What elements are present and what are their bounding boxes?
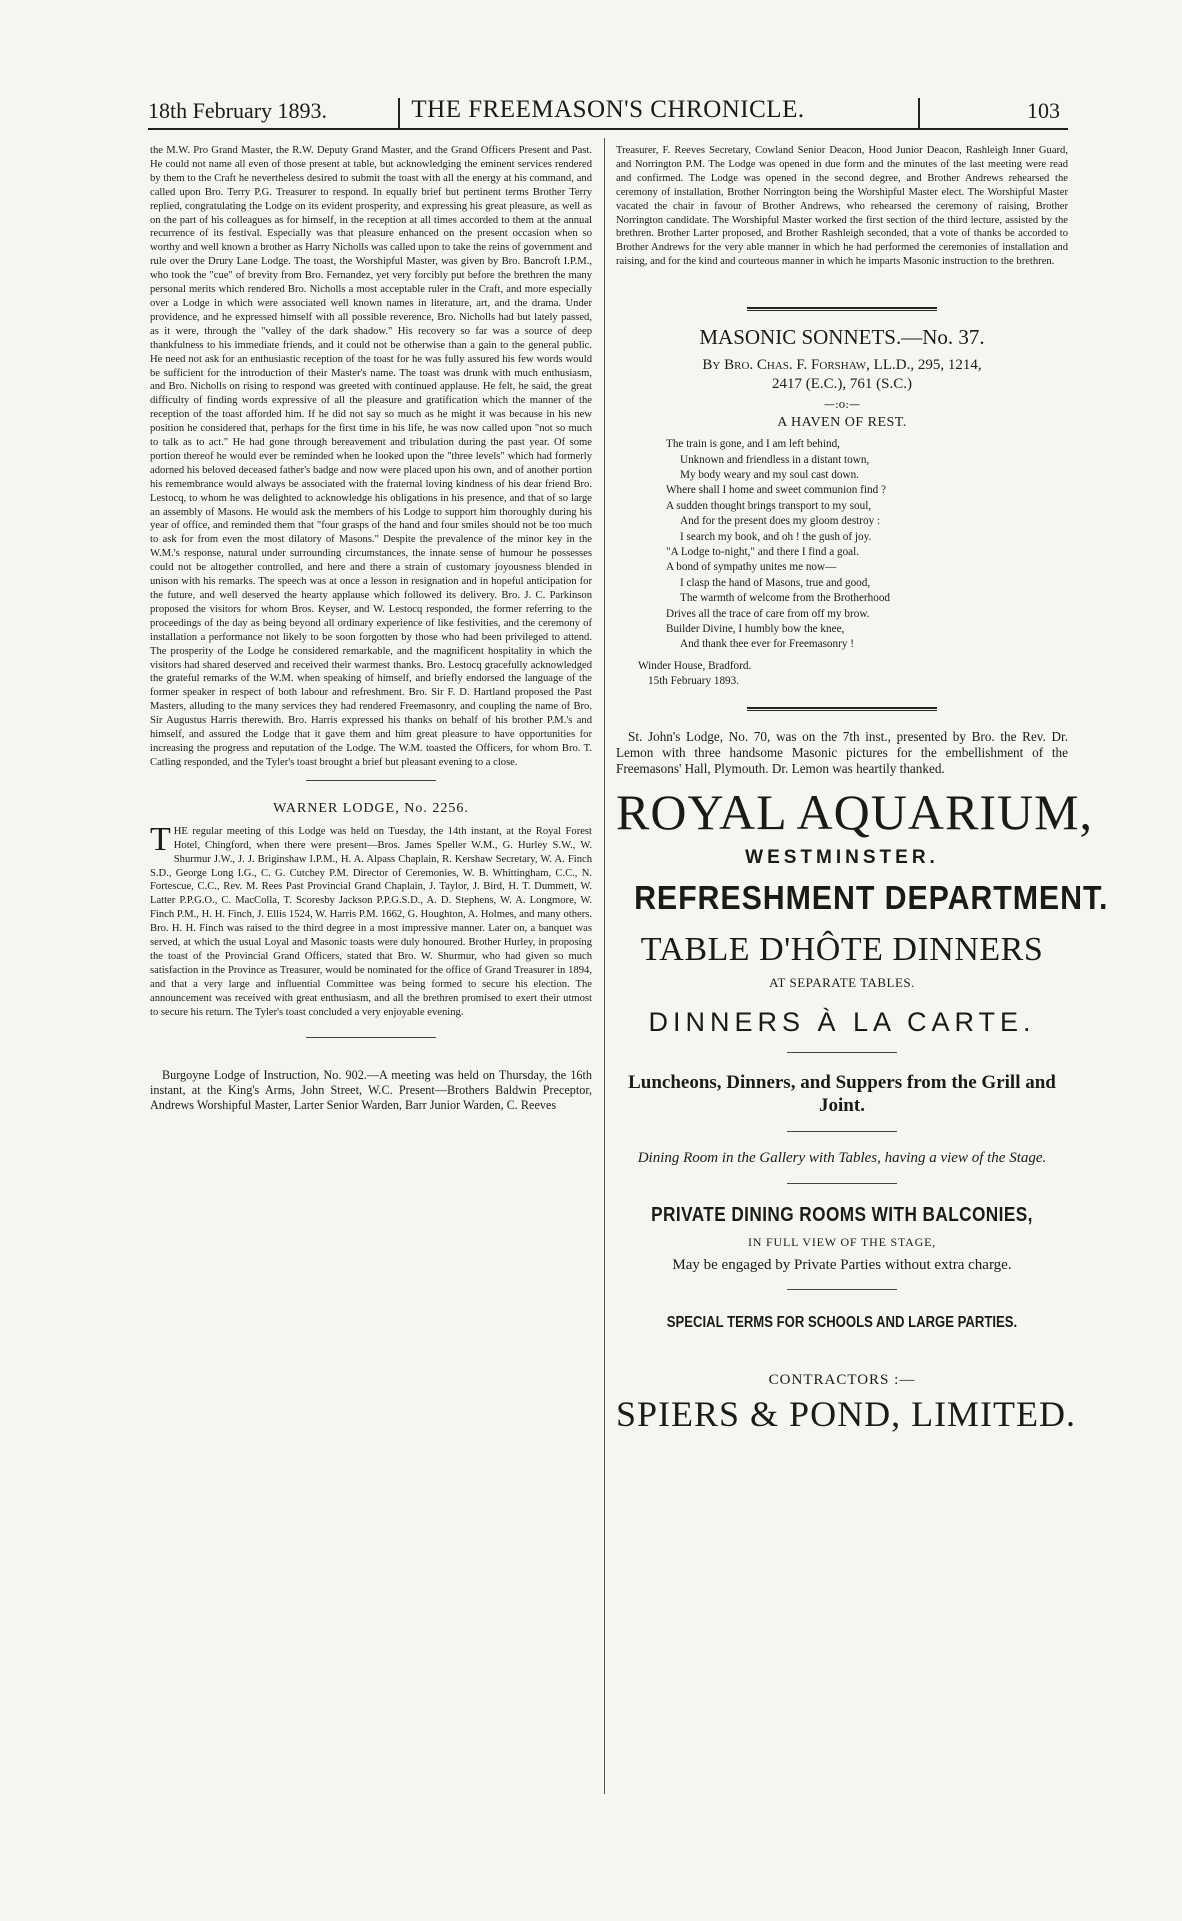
section-rule — [747, 307, 937, 311]
st-johns-lodge-notice: St. John's Lodge, No. 70, was on the 7th inst., presented by Bro. the Rev. Dr. Lemon with three handsome Masonic pictures for the embellishment of the Freemasons' Hall, Plymouth. Dr. Lemon was heartily thanked. — [616, 728, 1068, 777]
poem-line: And thank thee ever for Freemasonry ! — [680, 638, 854, 651]
poem-line: My body weary and my soul cast down. — [680, 468, 859, 481]
advert-rule — [787, 1289, 897, 1290]
advert-contractor-name: SPIERS & POND, LIMITED. — [616, 1394, 1077, 1435]
poem-title: A HAVEN OF REST. — [777, 415, 907, 431]
poem-body — [616, 437, 1068, 653]
poem-line: Where shall I home and sweet communion find ? — [666, 484, 886, 497]
advert-contractors: CONTRACTORS :— — [768, 1372, 916, 1389]
lodge-report-continued — [150, 144, 592, 770]
left-column — [150, 144, 592, 1113]
advert-rule — [787, 1131, 897, 1132]
section-rule — [306, 780, 436, 781]
poem-line: The train is gone, and I am left behind, — [666, 438, 840, 451]
masthead — [148, 96, 1068, 130]
advert-dining-room: Dining Room in the Gallery with Tables, having a view of the Stage. — [637, 1150, 1047, 1167]
page-number: 103 — [1027, 98, 1060, 123]
poem-line: I clasp the hand of Masons, true and good, — [680, 576, 871, 589]
advert-separate-tables: AT SEPARATE TABLES. — [769, 975, 915, 991]
article-paragraph: HE regular meeting of this Lodge was held on Tuesday, the 14th instant, at the Royal Forest Hotel, Chingford, when there were present—Bros. James Speller W.M., G. Hurley S.W., W. Shurmur J.W., J. J. Briginshaw I.P.M., H. A. Alpass Chaplain, R. Kershaw Secretary, W. A. Finch S.D., George Long I.G., C. G. Cutchey P.M. Director of Ceremonies, W. B. Whittingham, C.C., N. Fortescue, C.C., Rev. M. Rees Past Provincial Grand Chaplain, J. Taylor, J. Bird, H. T. Dummett, W. Latter P.P.G.O., C. MacColla, T. Scoresby Jackson P.P.G.S.D., A. D. Stephens, W. A. Longmore, W. Finch P.M., H. H. Finch, J. Ellis 1524, W. Harris P.M. 1662, G. Houghton, A. Holmes, and many others. Bro. H. H. Finch was raised to the third degree in a most impressive manner. Later on, a banquet was served, at which the usual Loyal and Masonic toasts were duly honoured. Brother Hurley, in proposing the toast of the Provincial Grand Officers, stated that Bro. W. Shurmur, who had given so much satisfaction in the Province as Treasurer, would be nominated for the office of Grand Treasurer in 1894, and that a very large and influential Committee was being formed to secure his election. The announcement was received with great enthusiasm, and all the brethren promised to exert their utmost to secure his return. The Tyler's toast concluded a very enjoyable evening. — [150, 825, 592, 1018]
drop-cap: T — [150, 820, 171, 858]
poem-line: A sudden thought brings transport to my soul, — [666, 499, 872, 512]
advert-department: REFRESHMENT DEPARTMENT. — [634, 879, 1109, 917]
poem-line: Builder Divine, I humbly bow the knee, — [666, 623, 845, 636]
poem-line: Drives all the trace of care from off my brow. — [666, 607, 870, 620]
advert-rule — [787, 1052, 897, 1053]
advert-table-dhote: TABLE D'HÔTE DINNERS — [640, 931, 1044, 969]
advert-full-view: IN FULL VIEW OF THE STAGE, — [747, 1235, 937, 1250]
section-rule — [306, 1037, 436, 1038]
header-divider — [918, 98, 920, 128]
article-paragraph: Treasurer, F. Reeves Secretary, Cowland Senior Deacon, Hood Junior Deacon, Rashleigh Inner Guard, and Norrington P.M. The Lodge was opened in due form and the minutes of the last meeting were read and confirmed. The Lodge was opened in the second degree, and Brother Andrews rehearsed the ceremony of installation, Brother Norrington being the Worshipful Master elect. The Worshipful Master vacated the chair in favour of Brother Andrews, who rehearsed the ceremony of raising, Brother Norrington candidate. The Worshipful Master worked the first section of the third lecture, assisted by the brethren. Brother Larter proposed, and Brother Rashleigh seconded, that a vote of thanks be accorded to Brother Andrews for the very able manner in which he had performed the ceremonies of installation and raising, and for the kind and courteous manner in which he imparts Masonic instruction to the brethren. — [616, 145, 1068, 268]
advert-headline: ROYAL AQUARIUM, — [616, 784, 1094, 841]
column-divider — [604, 138, 605, 1794]
poem-line: "A Lodge to-night," and there I find a goal. — [666, 546, 860, 558]
poem-signature — [616, 659, 1068, 689]
advert-luncheons: Luncheons, Dinners, and Suppers from the Grill and Joint. — [628, 1072, 1056, 1117]
advert-private-rooms: PRIVATE DINING ROOMS WITH BALCONIES, — [651, 1204, 1033, 1227]
poem-line: A bond of sympathy unites me now— — [666, 561, 837, 574]
author-credentials: LL.D., 295, 1214, — [873, 357, 982, 374]
publication-title: THE FREEMASON'S CHRONICLE. — [411, 96, 805, 123]
signature-date: 15th February 1893. — [648, 674, 740, 687]
burgoyne-lodge-report: Burgoyne Lodge of Instruction, No. 902.—A meeting was held on Thursday, the 16th instant, at the King's Arms, John Street, W.C. Present—Brothers Baldwin Preceptor, Andrews Worshipful Master, Larter Senior Warden, Barr Junior Warden, C. Reeves — [150, 1068, 592, 1113]
burgoyne-report-continued — [616, 144, 1068, 269]
author-lodges: 2417 (E.C.), 761 (S.C.) — [772, 376, 912, 393]
poem-line: The warmth of welcome from the Brotherhood — [680, 592, 891, 605]
right-column — [616, 144, 1109, 1435]
warner-lodge-heading: WARNER LODGE, No. 2256. — [273, 800, 469, 816]
poem-line: Unknown and friendless in a distant town, — [680, 453, 870, 466]
article-paragraph: the M.W. Pro Grand Master, the R.W. Deputy Grand Master, and the Grand Officers Present and Past. He could not name all even of those present at table, but acknowledging the eminent services rendered by them to the Craft he nevertheless desired to submit the toast with all the energy at his command, and called upon Bro. Terry P.G. Treasurer to respond. In equally brief but pertinent terms Brother Terry replied, congratulating the Lodge on its evident prosperity, and expressing his great pleasure, as well as on the part of his colleagues as for himself, in the reception at all times accorded to them at the annual recurrence of its festival. Especially was that pleasure enhanced on the present occasion when so worthy and well known a brother as Harry Nicholls was called upon to take the reins of government and rule over the Drury Lane Lodge. The toast, the Worshipful Master, was given by Bro. Bancroft I.P.M., who took the "cue" of brevity from Bro. Fernandez, yet very forcibly put before the brethren the many personal merits which rendered Bro. Nicholls a most acceptable ruler in the Craft, and more especially over a Lodge in which were associated well known names in literature, art, and the drama. Under providence, and he expressed himself with all possible reverence, Bro. Nicholls had but lately passed, as it were, through the "valley of the dark shadow." His recovery so far was a source of deep thankfulness to his immediate friends, and it could not be otherwise than a gain to the general public. He need not ask for an enthusiastic reception of the toast for he was fully assured his few words would be sufficient for the introduction of their Master's name. The toast was drunk with much enthusiasm, and Bro. Nicholls on rising to respond was greeted with continued applause. He felt, he said, the great difficulty of finding words expressive of all the pleasure and gratification which the manner of the reception of the toast afforded him. If he did not say so much as he might it was because in his new position he considered that, perhaps for the first time in his life, he was now called upon "not so much to talk as to act." He had gone through bereavement and tribulation during the past year. Of some portion thereof he would ever be reminded when he looked upon the "three levels" which had formerly adorned his beloved deceased father's badge and now were placed upon his own, and of another portion his remembrance would always be associated with the fraternal loving kindness of his dear friend Bro. Lestocq, to whom he was delighted to acknowledge his obligations in his presence, and that of so large an assembly of Masons. He would ask the members of his Lodge to support him thoroughly during his year of office, and reminded them that "four grasps of the hand and four smiles should not be too much to ask for from even the most dilatory of Masons." Despite the prevalence of the minor key in the W.M.'s response, natural under surrounding circumstances, the innate sense of humour he possesses could not be altogether controlled, and here and there a strain of customary joyousness blended in unison with his remarks. The speech was at once a lesson in resignation and in hopeful anticipation for the future, and well deserved the hearty applause which followed its delivery. Bro. J. C. Parkinson proposed the visitors for whom Bros. Keyser, and W. Lestocq responded, the former referring to the proceedings of the day as being beyond all ordinary experience of like festivities, and the ceremony of installation a performance not likely to be soon forgotten by those who had been privileged to attend. The prosperity of the Lodge he considered remarkable, and the magnificent hospitality in which the visitors had shared deserved and received their warmest thanks. Bro. Lestocq gracefully acknowledged the grateful remarks of the W.M. when speaking of himself, and briefly endorsed the language of the former speaker in respect of both labour and refreshment. Bro. Sir F. D. Hartland proposed the Past Masters, alluding to the many services they had rendered Freemasonry, and coupling the name of Bro. Sir Augustus Harris therewith. Bro. Harris expressed his thanks on behalf of his brother P.M.'s and himself, and assured the Lodge that it gave them and him great pleasure to have opportunities for increasing the progress and reputation of the Lodge. The W.M. toasted the Officers, for whom Bro. T. Catling responded, and the Tyler's toast brought a brief but pleasant evening to a close. — [150, 145, 592, 768]
advert-private-parties: May be engaged by Private Parties without extra charge. — [672, 1257, 1012, 1274]
poem-line: And for the present does my gloom destroy : — [680, 515, 881, 528]
author-name: By Bro. Chas. F. Forshaw, — [702, 357, 870, 374]
advert-a-la-carte: DINNERS À LA CARTE. — [648, 1007, 1036, 1038]
section-rule — [747, 707, 937, 711]
poem-line: I search my book, and oh ! the gush of joy. — [680, 530, 872, 543]
advert-location: WESTMINSTER. — [745, 847, 939, 869]
advert-special-terms: SPECIAL TERMS FOR SCHOOLS AND LARGE PARTIES. — [666, 1314, 1018, 1332]
signature-place: Winder House, Bradford. — [638, 659, 752, 672]
royal-aquarium-advert — [616, 783, 1109, 1435]
ornament-divider: —:o:— — [823, 398, 861, 412]
sonnet-author — [616, 356, 1068, 394]
issue-date: 18th February 1893. — [148, 98, 328, 123]
sonnet-heading: MASONIC SONNETS.—No. 37. — [699, 325, 985, 350]
warner-lodge-report — [150, 820, 592, 1020]
advert-rule — [787, 1183, 897, 1184]
